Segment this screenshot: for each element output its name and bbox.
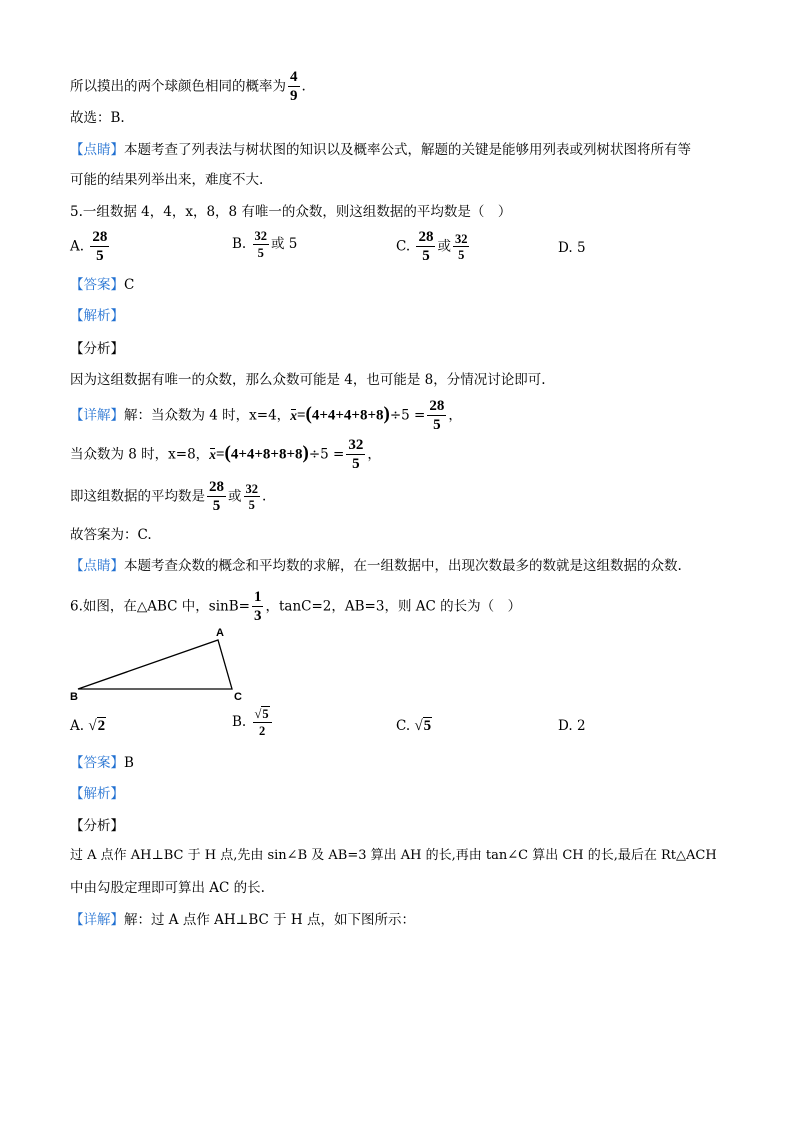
review-line-2: 可能的结果列举出来，难度不大.: [70, 172, 264, 188]
review-line-1: 【点睛】本题考查了列表法与树状图的知识以及概率公式，解题的关键是能够用列表或列树状图将所有等: [70, 142, 691, 158]
q5-detail-1: 【详解】解：当众数为 4 时，x=4，x=(4+4+4+8+8)÷5 = $\frac{28}{5}$ ，: [70, 398, 462, 433]
q6-option-a: A. √2: [70, 718, 106, 734]
conclusion-text: 所以摸出的两个球颜色相同的概率为: [70, 78, 286, 95]
q5-option-c: C. $\frac{28}{5}$ 或 $\frac{32}{5}$: [396, 229, 468, 264]
q5-option-d: D. 5: [558, 240, 586, 256]
q6-option-b: B. $\frac{√5}{2}$: [232, 708, 274, 737]
probability-conclusion: 所以摸出的两个球颜色相同的概率为 $\frac{4}{9}$ .: [70, 69, 306, 104]
q5-option-a: A. $\frac{28}{5}$: [70, 229, 108, 264]
q5-review: 【点睛】本题考查众数的概念和平均数的求解，在一组数据中，出现次数最多的数就是这组数据的众数.: [70, 558, 682, 574]
q6-fenxi-tag: 【分析】: [70, 818, 124, 834]
q6-option-d: D. 2: [558, 718, 586, 734]
q5-answer: 【答案】C: [70, 277, 135, 293]
vertex-label-b: B: [70, 691, 78, 703]
q6-fenxi-line-1: 过 A 点作 AH⊥BC 于 H 点,先由 sin∠B 及 AB=3 算出 AH 的长,再由 tan∠C 算出 CH 的长,最后在 Rt△ACH: [70, 848, 717, 863]
q6-fenxi-line-2: 中由勾股定理即可算出 AC 的长.: [70, 880, 265, 896]
q6-stem: 6.如图，在△ABC 中，sinB= $\frac{1}{3}$ ，tanC=2，AB=3，则 AC 的长为（ ）: [70, 589, 522, 624]
q6-detail: 【详解】解：过 A 点作 AH⊥BC 于 H 点，如下图所示：: [70, 912, 415, 928]
q5-final-answer: 故答案为：C.: [70, 527, 152, 543]
vertex-label-c: C: [234, 691, 242, 703]
vertex-label-a: A: [216, 627, 224, 639]
q6-option-c: C. √5: [396, 718, 432, 734]
fraction-4-9: $\frac{4}{9}$: [290, 69, 298, 104]
q6-answer: 【答案】B: [70, 755, 134, 771]
q6-analysis-tag: 【解析】: [70, 786, 124, 802]
mean-symbol: x: [290, 407, 297, 423]
q5-option-b: B. $\frac{32}{5}$ 或 5: [232, 229, 298, 260]
q5-analysis-tag: 【解析】: [70, 308, 124, 324]
q5-detail-2: 当众数为 8 时，x=8，x=(4+4+8+8+8)÷5 = $\frac{32}{5}$ ，: [70, 437, 381, 472]
q5-stem: 5.一组数据 4，4，x，8，8 有唯一的众数，则这组数据的平均数是（ ）: [70, 204, 512, 220]
mean-symbol: x: [209, 446, 216, 462]
q5-fenxi-text: 因为这组数据有唯一的众数，那么众数可能是 4，也可能是 8，分情况讨论即可.: [70, 372, 546, 388]
q5-fenxi-tag: 【分析】: [70, 341, 124, 357]
choose-b-line: 故选：B.: [70, 110, 125, 126]
review-tag: 【点睛】: [70, 142, 124, 158]
triangle-abc: [78, 640, 232, 689]
triangle-abc-figure: [60, 620, 290, 710]
q5-detail-3: 即这组数据的平均数是 $\frac{28}{5}$ 或 $\frac{32}{5}$ .: [70, 479, 267, 514]
